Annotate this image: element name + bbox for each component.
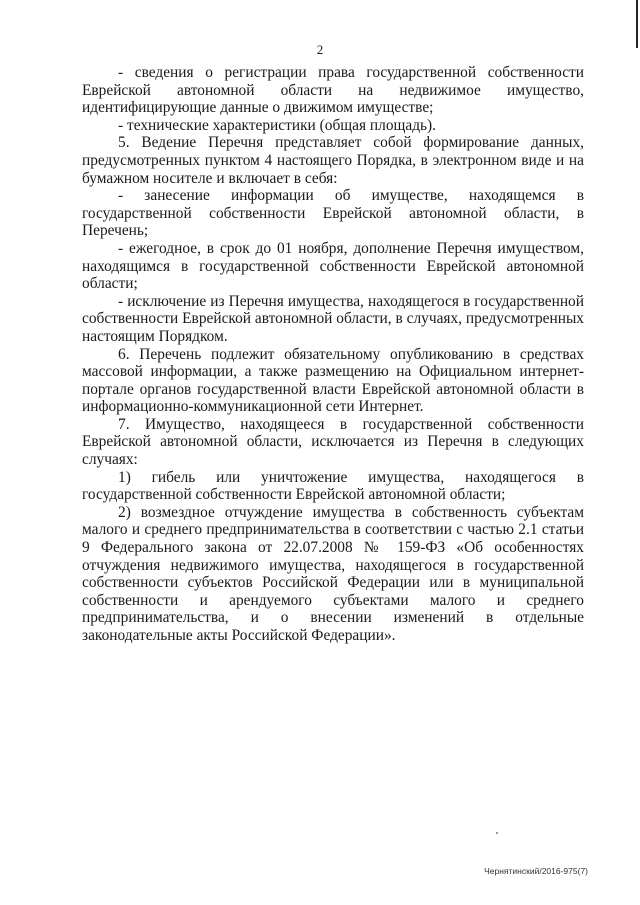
scan-speck — [496, 832, 498, 834]
paragraph-item-6: 6. Перечень подлежит обязательному опубликованию в средствах массовой информации, а также размещению на Официальном интернет-портале органов государственной власти Еврейской автономной области в информационно-коммуникационной сети Интернет. — [82, 345, 584, 416]
scan-edge-mark — [636, 0, 638, 48]
paragraph-registration-info: - сведения о регистрации права государственной собственности Еврейской автономной области на недвижимое имущество, идентифицирующие данные о движимом имуществе; — [82, 64, 584, 117]
paragraph-item-7: 7. Имущество, находящееся в государственной собственности Еврейской автономной области, исключается из Перечня в следующих случаях: — [82, 415, 584, 469]
paragraph-annual-addition: - ежегодное, в срок до 01 ноября, дополнение Перечня имуществом, находящимся в государственной собственности Еврейской автономной области; — [82, 239, 584, 293]
paragraph-case-1: 1) гибель или уничтожение имущества, находящегося в государственной собственности Еврейской автономной области; — [82, 468, 584, 504]
page-number: 2 — [316, 42, 324, 57]
paragraph-entry-into-list: - занесение информации об имуществе, находящемся в государственной собственности Еврейской автономной области, в Перечень; — [82, 187, 584, 240]
document-body — [82, 64, 584, 645]
document-code-footer: Чернятинский/2016-975(7) — [484, 866, 588, 876]
paragraph-technical-specs: - технические характеристики (общая площадь). — [118, 116, 437, 134]
paragraph-exclusion: - исключение из Перечня имущества, находящегося в государственной собственности Еврейской автономной области, в случаях, предусмотренных настоящим Порядком. — [82, 292, 584, 345]
paragraph-item-5: 5. Ведение Перечня представляет собой формирование данных, предусмотренных пунктом 4 настоящего Порядка, в электронном виде и на бумажном носителе и включает в себя: — [82, 134, 584, 187]
paragraph-case-2: 2) возмездное отчуждение имущества в собственность субъектам малого и среднего предпринимательства в соответствии с частью 2.1 статьи 9 Федерального закона от 22.07.2008 № 159-ФЗ «Об особенностях отчуждения недвижимого имущества, находящегося в государственной собственности субъектов Российской Федерации или в муниципальной собственности и арендуемого субъектами малого и среднего предпринимательства, и о внесении изменений в отдельные законодательные акты Российской Федерации». — [82, 503, 584, 644]
